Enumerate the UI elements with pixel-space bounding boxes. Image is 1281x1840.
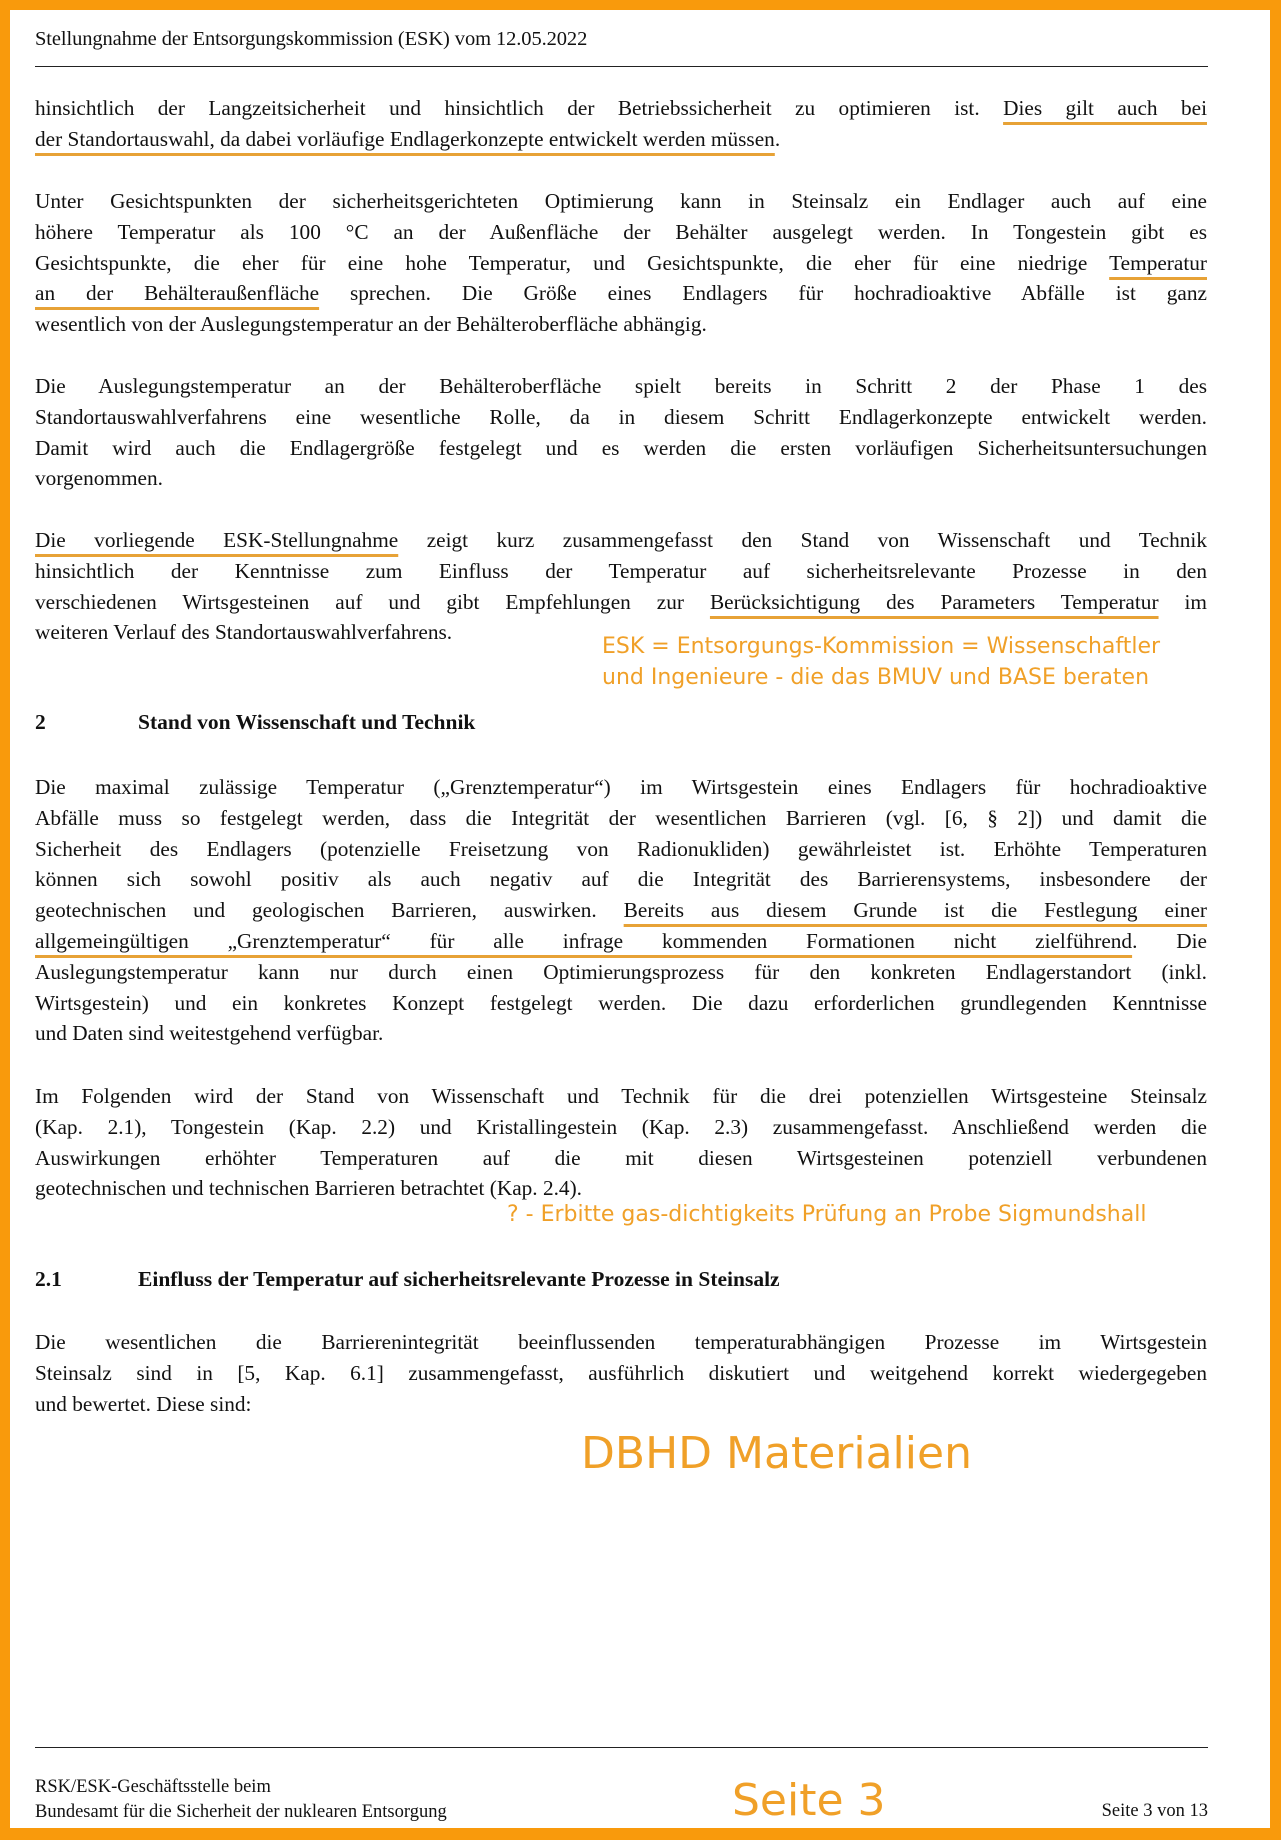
text-span: Sicherheit des Endlagers (potenzielle Freisetzung von Radionukliden) gewährleistet ist. Erhöhte Temperaturen	[35, 836, 1207, 861]
text-line	[35, 958, 1207, 986]
text-line	[35, 804, 1207, 832]
text-span: Im Folgenden wird der Stand von Wissenschaft und Technik für die drei potenziellen Wirtsgesteine Steinsalz	[35, 1084, 1207, 1108]
text-line	[35, 372, 1207, 400]
text-line	[35, 125, 1207, 153]
text-span: Unter Gesichtspunkten der sicherheitsgerichteten Optimierung kann in Steinsalz ein Endlager auch auf eine	[35, 189, 1207, 213]
text-span: Standortauswahlverfahrens eine wesentliche Rolle, da in diesem Schritt Endlagerkonzepte entwickelt werden.	[35, 404, 1207, 429]
seite-stamp: Seite 3	[732, 1775, 886, 1826]
text-span: Steinsalz sind in [5, Kap. 6.1] zusammengefasst, ausführlich diskutiert und weitgehend korrekt wiedergegeben	[35, 1360, 1207, 1385]
highlighted-text: Temperatur	[1109, 250, 1207, 275]
text-line	[35, 279, 1207, 307]
text-line	[35, 835, 1207, 863]
text-span: können sich sowohl positiv als auch negativ auf die Integrität des Barrierensystems, insbesondere der	[35, 867, 1207, 892]
text-span: sprechen. Die Größe eines Endlagers für hochradioaktive Abfälle ist ganz	[319, 281, 1207, 306]
text-line	[35, 526, 1207, 554]
text-span: . Die	[1132, 929, 1207, 953]
text-span: Die wesentlichen die Barrierenintegrität beeinflussenden temperaturabhängigen Prozesse im Wirtsgestein	[35, 1330, 1207, 1354]
text-line	[35, 434, 1207, 462]
text-span: .	[774, 126, 781, 151]
highlighted-text: Dies gilt auch bei	[1003, 96, 1207, 120]
text-line	[35, 403, 1207, 431]
text-span: Auslegungstemperatur kann nur durch einen Optimierungsprozess für den konkreten Endlagerstandort (inkl.	[35, 959, 1207, 984]
text-line	[35, 927, 1207, 955]
footer-office-line-2: Bundesamt für die Sicherheit der nuklearen Entsorgung	[35, 1802, 447, 1822]
section-number: 2	[35, 710, 46, 734]
text-line	[35, 1359, 1207, 1387]
esk-annotation-line-1: ESK = Entsorgungs-Kommission = Wissenschaftler	[602, 634, 1161, 659]
section-heading-2	[35, 710, 475, 735]
dbhd-materialien-stamp: DBHD Materialien	[581, 1428, 972, 1479]
highlighted-text: an der Behälteraußenfläche	[35, 281, 320, 306]
text-line	[35, 310, 1207, 338]
text-span: höhere Temperatur als 100 °C an der Außenfläche der Behälter ausgelegt werden. In Tongestein gibt es	[35, 219, 1207, 244]
text-line	[35, 588, 1207, 616]
text-span: verschiedenen Wirtsgesteinen auf und gibt Empfehlungen zur	[35, 589, 710, 614]
highlighted-text: allgemeingültigen „Grenztemperatur“ für alle infrage kommenden Formationen nicht zielführend	[35, 929, 1133, 953]
text-line	[35, 773, 1207, 801]
highlighted-text: Die vorliegende ESK-Stellungnahme	[35, 528, 399, 552]
text-span: vorgenommen.	[35, 466, 163, 491]
text-line	[35, 1144, 1207, 1172]
text-line	[35, 896, 1207, 924]
section-heading-2-1	[35, 1267, 780, 1292]
text-line	[35, 94, 1207, 122]
text-line	[35, 218, 1207, 246]
highlighted-text: der Standortauswahl, da dabei vorläufige Endlagerkonzepte entwickelt werden müssen	[35, 126, 775, 151]
text-line	[35, 1390, 1207, 1418]
section-title: Einfluss der Temperatur auf sicherheitsrelevante Prozesse in Steinsalz	[138, 1267, 780, 1291]
text-span: Auswirkungen erhöhter Temperaturen auf die mit diesen Wirtsgesteinen potenziell verbundenen	[35, 1145, 1207, 1170]
text-line	[35, 1113, 1207, 1141]
text-span: Abfälle muss so festgelegt werden, dass die Integrität der wesentlichen Barrieren (vgl. [6, § 2]) und damit die	[35, 805, 1207, 830]
text-span: geotechnischen und geologischen Barrieren, auswirken.	[35, 898, 624, 923]
text-span: geotechnischen und technischen Barrieren betrachtet (Kap. 2.4).	[35, 1176, 582, 1201]
text-line	[35, 989, 1207, 1017]
text-span: und bewertet. Diese sind:	[35, 1391, 252, 1416]
text-span: Die Auslegungstemperatur an der Behälteroberfläche spielt bereits in Schritt 2 der Phase 1 des	[35, 374, 1207, 398]
text-span: hinsichtlich der Kenntnisse zum Einfluss der Temperatur auf sicherheitsrelevante Prozesse in den	[35, 558, 1207, 583]
section-title: Stand von Wissenschaft und Technik	[138, 710, 476, 734]
footer-office-line-1: RSK/ESK-Geschäftsstelle beim	[35, 1777, 271, 1797]
text-line	[35, 1174, 1207, 1202]
page-number: Seite 3 von 13	[1101, 1801, 1208, 1821]
text-span: Damit wird auch die Endlagergröße festgelegt und es werden die ersten vorläufigen Sicherheitsuntersuchungen	[35, 435, 1207, 460]
footer-rule	[35, 1747, 1208, 1748]
document-page	[10, 10, 1270, 1828]
text-span: wesentlich von der Auslegungstemperatur an der Behälteroberfläche abhängig.	[35, 312, 707, 337]
header-rule	[35, 66, 1208, 67]
text-span: Gesichtspunkte, die eher für eine hohe Temperatur, und Gesichtspunkte, die eher für eine niedrige	[35, 250, 1110, 275]
question-annotation: ? - Erbitte gas-dichtigkeits Prüfung an Probe Sigmundshall	[507, 1202, 1147, 1227]
text-span: Wirtsgestein) und ein konkretes Konzept festgelegt werden. Die dazu erforderlichen grundlegenden Kenntnisse	[35, 990, 1207, 1015]
text-span: hinsichtlich der Langzeitsicherheit und hinsichtlich der Betriebssicherheit zu optimieren ist.	[35, 96, 1004, 120]
text-line	[35, 464, 1207, 492]
text-line	[35, 1328, 1207, 1356]
text-span: und Daten sind weitestgehend verfügbar.	[35, 1021, 384, 1046]
highlighted-text: Bereits aus diesem Grunde ist die Festlegung einer	[623, 898, 1208, 923]
text-line	[35, 187, 1207, 215]
text-line	[35, 1019, 1207, 1047]
text-line	[35, 557, 1207, 585]
highlighted-text: Berücksichtigung des Parameters Temperatur	[709, 589, 1159, 614]
text-line	[35, 865, 1207, 893]
section-number: 2.1	[35, 1267, 62, 1291]
text-line	[35, 1082, 1207, 1110]
text-span: zeigt kurz zusammengefasst den Stand von Wissenschaft und Technik	[398, 528, 1207, 552]
text-span: Die maximal zulässige Temperatur („Grenztemperatur“) im Wirtsgestein eines Endlagers für hochradioaktive	[35, 775, 1207, 799]
text-span: (Kap. 2.1), Tongestein (Kap. 2.2) und Kristallingestein (Kap. 2.3) zusammengefasst. Anschließend werden die	[35, 1114, 1207, 1139]
running-header: Stellungnahme der Entsorgungskommission (ESK) vom 12.05.2022	[35, 28, 588, 50]
esk-annotation-line-2: und Ingenieure - die das BMUV und BASE beraten	[602, 665, 1150, 690]
text-line	[35, 249, 1207, 277]
text-span: im	[1158, 589, 1207, 614]
text-span: weiteren Verlauf des Standortauswahlverfahrens.	[35, 620, 453, 645]
